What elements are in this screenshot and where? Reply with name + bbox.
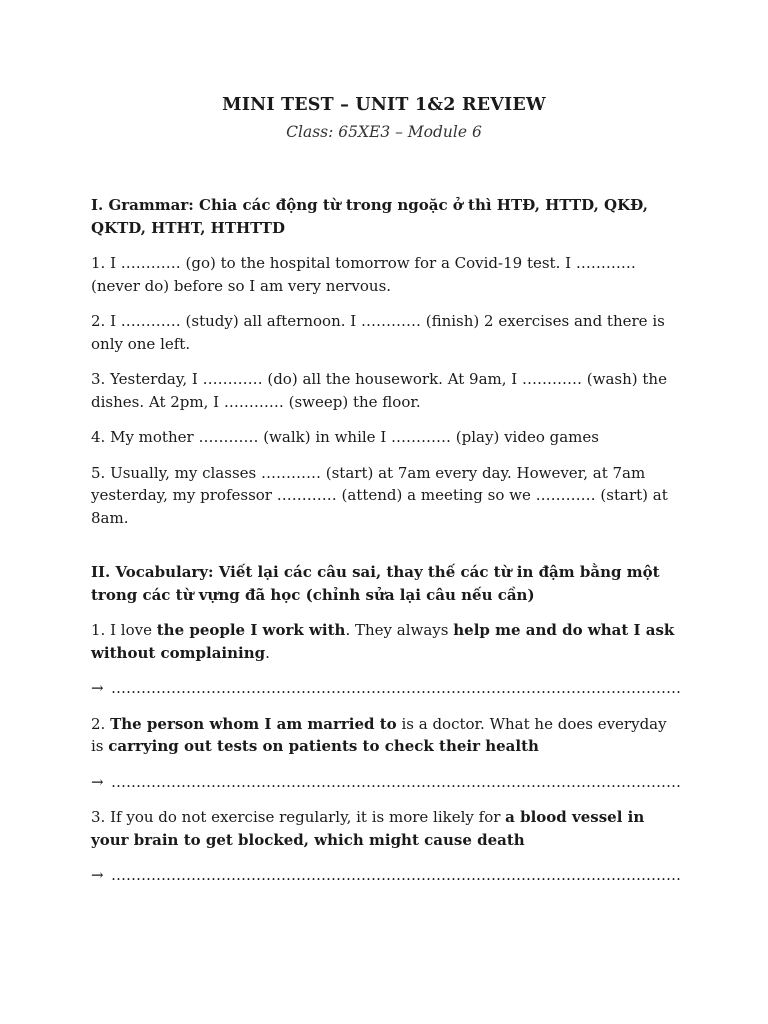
- answer-blank: ……………………………………………………………………………………………………: [111, 866, 681, 884]
- question-number: 3.: [91, 808, 111, 826]
- answer-blank: ……………………………………………………………………………………………………: [111, 772, 681, 791]
- bold-phrase: help me and do what I ask without complaining: [91, 621, 675, 662]
- page-title: MINI TEST – UNIT 1&2 REVIEW: [222, 95, 546, 115]
- grammar-question: 2. I ………… (study) all afternoon. I ………… (finish) 2 exercises and there is only one left.: [91, 312, 665, 353]
- plain-text: is a doctor. What he does everyday is: [91, 714, 667, 755]
- plain-text: I love: [110, 621, 157, 639]
- arrow-icon: →: [91, 866, 104, 884]
- answer-line: [91, 771, 681, 794]
- page-subtitle: Class: 65XE3 – Module 6: [286, 123, 482, 141]
- bold-phrase: a blood vessel in your brain to get blocked, which might cause death: [91, 808, 645, 849]
- grammar-question: 3. Yesterday, I ………… (do) all the housework. At 9am, I ………… (wash) the dishes. At 2pm, I ………… (sweep) the floor.: [91, 370, 667, 411]
- plain-text: . They always: [345, 621, 454, 639]
- section-spacer: [91, 529, 681, 561]
- grammar-question: 5. Usually, my classes ………… (start) at 7am every day. However, at 7am yesterday, my professor ………… (attend) a meeting so we ………… (start) at 8am.: [91, 463, 668, 527]
- answer-line: [91, 677, 681, 700]
- plain-text: If you do not exercise regularly, it is more likely for: [110, 808, 506, 826]
- answer-line: [91, 864, 681, 887]
- bold-phrase: The person whom I am married to: [110, 714, 397, 733]
- grammar-question: 4. My mother ………… (walk) in while I ………… (play) video games: [91, 428, 599, 446]
- question-number: 2.: [91, 714, 111, 733]
- vocabulary-question: [91, 806, 681, 851]
- bold-phrase: the people I work with: [156, 621, 346, 639]
- bold-phrase: carrying out tests on patients to check their health: [108, 737, 539, 755]
- question-number: 1.: [91, 621, 111, 639]
- vocabulary-question: [91, 619, 681, 664]
- vocabulary-question: [91, 713, 681, 758]
- grammar-heading: I. Grammar: Chia các động từ trong ngoặc ở thì HTĐ, HTTD, QKĐ, QKTD, HTHT, HTHTTD: [91, 196, 648, 237]
- grammar-question: 1. I ………… (go) to the hospital tomorrow for a Covid-19 test. I ………… (never do) before so I am very nervous.: [91, 254, 636, 295]
- test-content: [91, 194, 681, 887]
- arrow-icon: →: [91, 772, 104, 791]
- arrow-icon: →: [91, 679, 104, 697]
- plain-text: .: [265, 643, 270, 662]
- vocabulary-heading: II. Vocabulary: Viết lại các câu sai, thay thế các từ in đậm bằng một trong các từ vựng đã học (chỉnh sửa lại câu nếu cần): [91, 563, 660, 604]
- answer-blank: ……………………………………………………………………………………………………: [111, 679, 681, 697]
